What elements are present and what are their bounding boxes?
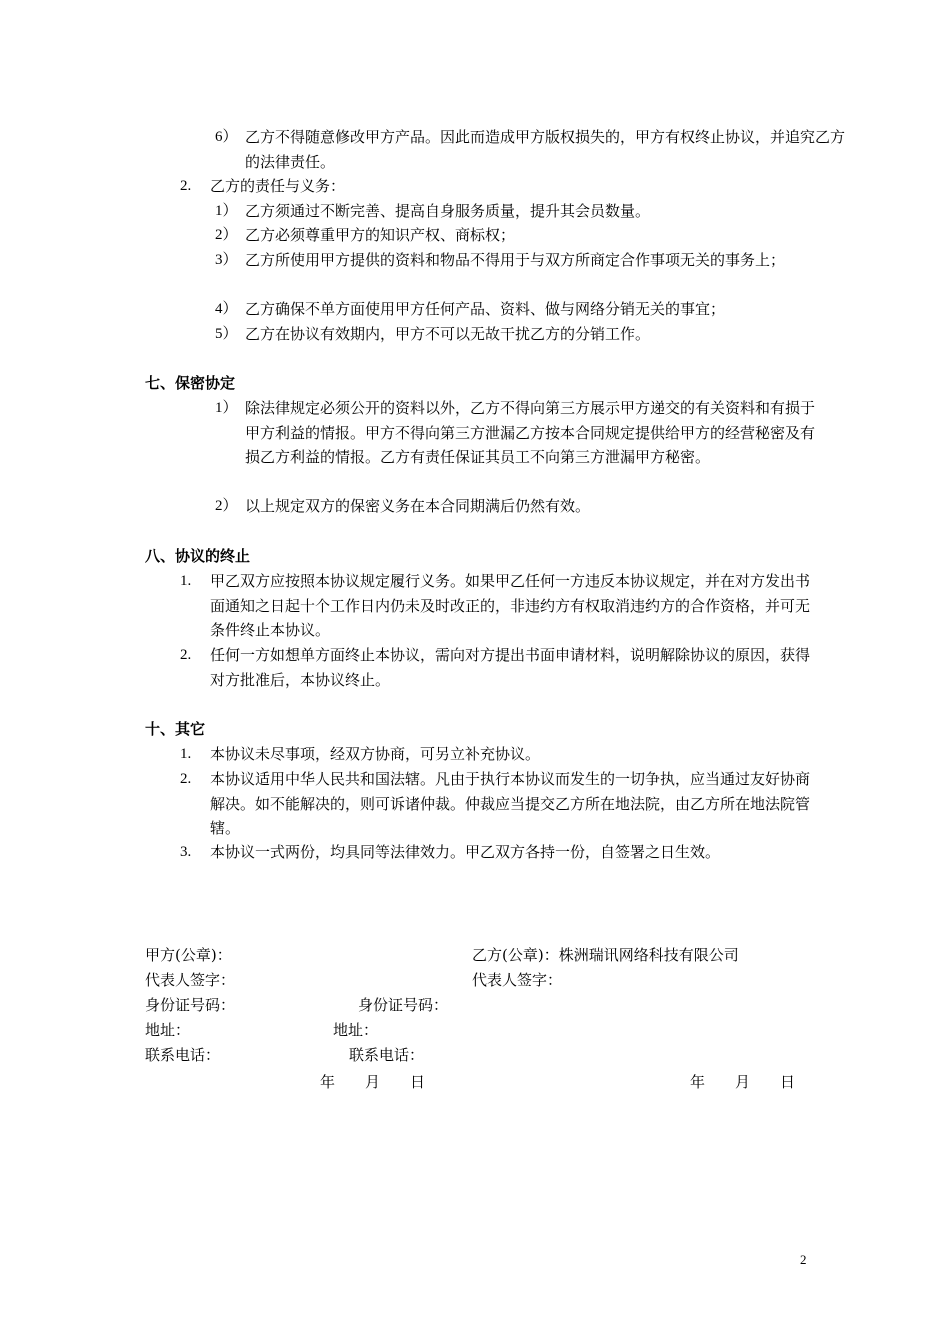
item-number: 5） (215, 326, 238, 342)
item-number: 1. (180, 746, 192, 762)
item-text: 乙方在协议有效期内，甲方不可以无故干扰乙方的分销工作。 (245, 325, 651, 343)
item-text: 任何一方如想单方面终止本协议，需向对方提出书面申请材料，说明解除协议的原因，获得对方批准后，本协议终止。 (210, 646, 811, 689)
item-number: 2. (180, 647, 192, 663)
party-a-seal: 甲方(公章)： (145, 946, 232, 964)
section-7-title: 七、保密协定 (145, 374, 236, 392)
party-a-phone: 联系电话： (145, 1046, 221, 1064)
party-a-id-number: 身份证号码： (145, 996, 236, 1014)
item-text: 本协议适用中华人民共和国法辖。凡由于执行本协议而发生的一切争执，应当通过友好协商解决。如不能解决的，则可诉诸仲裁。仲裁应当提交乙方所在地法院，由乙方所在地法院管辖。 (210, 770, 811, 837)
item-number: 3. (180, 844, 192, 860)
item-number: 6） (215, 129, 238, 145)
item-number: 1. (180, 573, 192, 589)
party-b-date: 年 月 日 (690, 1073, 796, 1091)
party-b-address: 地址： (333, 1021, 379, 1039)
party-a-address: 地址： (145, 1021, 191, 1039)
item-text: 乙方的责任与义务： (210, 177, 346, 195)
page-number: 2 (800, 1252, 807, 1267)
item-text: 乙方不得随意修改甲方产品。因此而造成甲方版权损失的，甲方有权终止协议，并追究乙方的法律责任。 (245, 128, 846, 171)
item-text: 乙方确保不单方面使用甲方任何产品、资料、做与网络分销无关的事宜； (245, 300, 726, 318)
party-b-id-number: 身份证号码： (358, 996, 449, 1014)
item-text: 本协议一式两份，均具同等法律效力。甲乙双方各持一份，自签署之日生效。 (210, 843, 721, 861)
party-a-representative: 代表人签字： (145, 971, 236, 989)
item-number: 4） (215, 301, 238, 317)
item-number: 2） (215, 227, 238, 243)
party-b-representative: 代表人签字： (472, 971, 563, 989)
item-text: 除法律规定必须公开的资料以外，乙方不得向第三方展示甲方递交的有关资料和有损于甲方利益的情报。甲方不得向第三方泄漏乙方按本合同规定提供给甲方的经营秘密及有损乙方利益的情报。乙方有责任保证其员工不向第三方泄漏甲方秘密。 (245, 399, 816, 466)
item-text: 乙方必须尊重甲方的知识产权、商标权； (245, 226, 516, 244)
party-b-seal: 乙方(公章)：株洲瑞讯网络科技有限公司 (472, 946, 739, 964)
item-number: 2） (215, 498, 238, 514)
item-text: 乙方所使用甲方提供的资料和物品不得用于与双方所商定合作事项无关的事务上； (245, 251, 786, 269)
item-number: 3） (215, 252, 238, 268)
item-text: 本协议未尽事项，经双方协商，可另立补充协议。 (210, 745, 541, 763)
party-a-date: 年 月 日 (320, 1073, 426, 1091)
item-text: 以上规定双方的保密义务在本合同期满后仍然有效。 (245, 497, 591, 515)
party-b-phone: 联系电话： (349, 1046, 425, 1064)
item-number: 1） (215, 203, 238, 219)
item-number: 1） (215, 400, 238, 416)
item-number: 2. (180, 771, 192, 787)
item-number: 2. (180, 178, 192, 194)
item-text: 甲乙双方应按照本协议规定履行义务。如果甲乙任何一方违反本协议规定，并在对方发出书面通知之日起十个工作日内仍未及时改正的，非违约方有权取消违约方的合作资格，并可无条件终止本协议。 (210, 572, 811, 639)
section-10-title: 十、其它 (145, 720, 206, 738)
item-text: 乙方须通过不断完善、提高自身服务质量，提升其会员数量。 (245, 202, 651, 220)
section-8-title: 八、协议的终止 (145, 547, 251, 565)
